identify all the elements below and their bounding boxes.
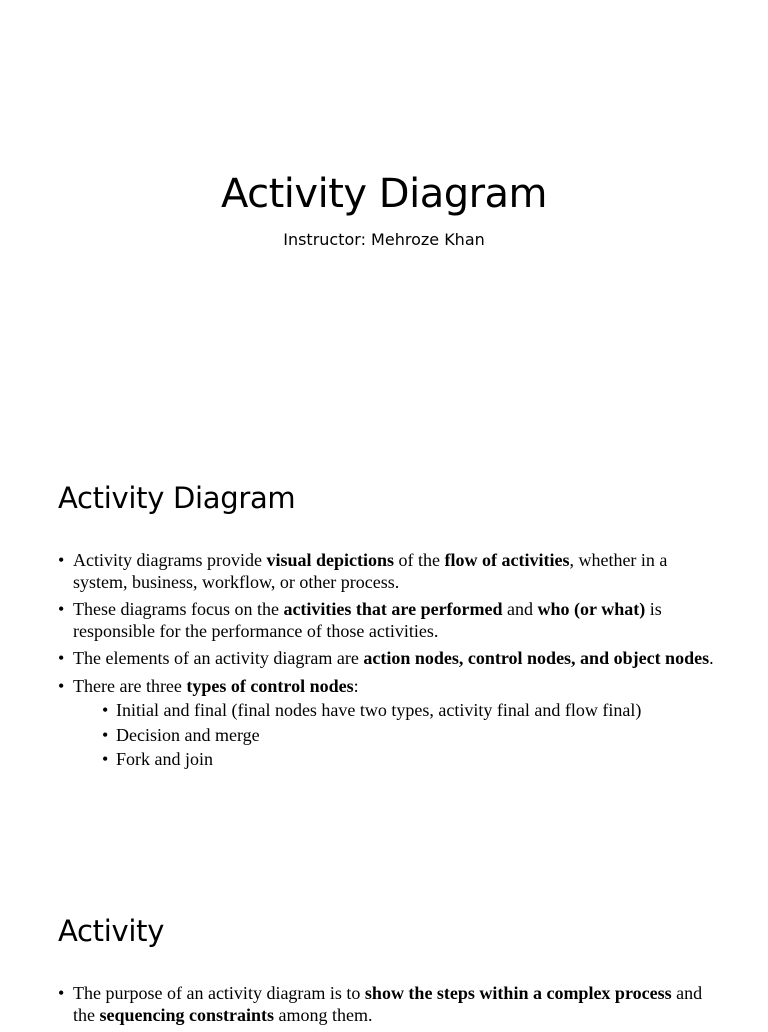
bullet-text: The elements of an activity diagram are: [73, 648, 364, 668]
bullet-purpose: [58, 983, 718, 1026]
activity-heading: Activity: [58, 914, 165, 948]
bullet-text: , whether in a system, business, workflow, or other process.: [73, 550, 668, 592]
bullet-text: These diagrams focus on the: [73, 599, 284, 619]
bullet-text: The purpose of an activity diagram is to: [73, 983, 365, 1003]
bullet-text: is responsible for the performance of those activities.: [73, 599, 662, 641]
overview-heading: Activity Diagram: [58, 481, 296, 515]
bullet-text: and the: [73, 983, 703, 1025]
bullet-emphasis: types of control nodes: [186, 675, 354, 696]
activity-bullet-list: [58, 983, 718, 1032]
bullet-text: .: [709, 648, 714, 668]
bullet-emphasis: visual depictions: [266, 550, 394, 570]
bullet-text: :: [353, 675, 359, 696]
presentation-title: Activity Diagram: [220, 171, 548, 217]
bullet-text: and: [502, 599, 538, 619]
bullet-text: Activity diagrams provide: [73, 550, 267, 570]
bullet-emphasis: who (or what): [537, 599, 646, 619]
sub-bullet-initial-final: • Initial and final (final nodes have two types, activity final and flow final): [73, 700, 718, 722]
bullet-emphasis: flow of activities: [444, 550, 570, 570]
bullet-emphasis: sequencing constraints: [99, 1004, 275, 1025]
sub-bullet-decision-merge: • Decision and merge: [73, 725, 718, 747]
bullet-emphasis: action nodes, control nodes, and object nodes: [363, 648, 710, 668]
bullet-text: There are three: [73, 675, 187, 696]
sub-bullet-fork-join: • Fork and join: [73, 749, 718, 771]
bullet-emphasis: activities that are performed: [283, 599, 503, 619]
bullet-text: among them.: [274, 1004, 373, 1025]
bullet-text: of the: [394, 550, 445, 570]
bullet-emphasis: show the steps within a complex process: [364, 983, 672, 1003]
instructor-subtitle: Instructor: Mehroze Khan: [283, 230, 485, 249]
